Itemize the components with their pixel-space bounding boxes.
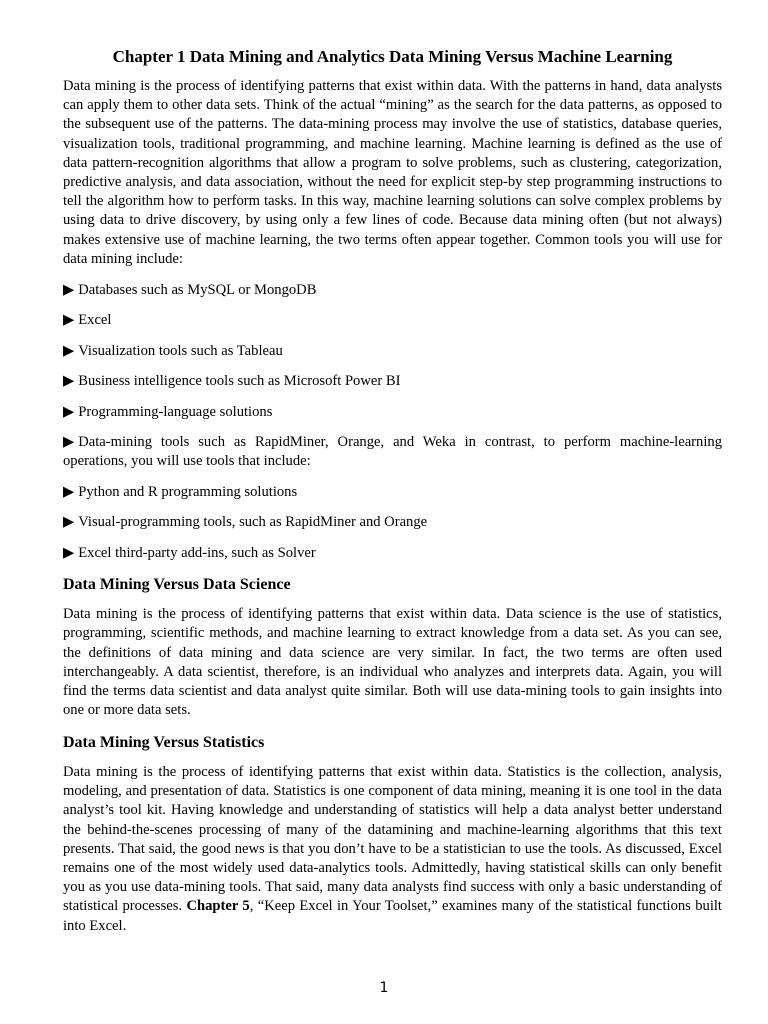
bullet-arrow-icon: ▶ [63, 281, 75, 298]
section-heading-statistics: Data Mining Versus Statistics [63, 733, 265, 751]
bullet-arrow-icon: ▶ [63, 403, 75, 420]
intro-paragraph: Data mining is the process of identifying patterns that exist within data. With the patterns in hand, data analysts can apply them to other data sets. Think of the actual “mining” as the search for the data patterns, as opposed to the subsequent use of the patterns. The data-mining process may involve the use of statistics, database queries, visualization tools, traditional programming, and machine learning. Machine learning is defined as the use of data pattern-recognition algorithms that allow a program to solve problems, such as clustering, categorization, predictive analysis, and data association, without the need for explicit step-by step programming instructions to tell the algorithm how to perform tasks. In this way, machine learning solutions can solve complex problems by using data to drive discovery, by using only a few lines of code. Because data mining often (but not always) makes extensive use of machine learning, the two terms often appear together. Common tools you will use for data mining include: [63, 78, 722, 267]
list-item-text: Databases such as MySQL or MongoDB [78, 281, 317, 298]
tools-bullet-list [63, 281, 722, 563]
list-item [63, 433, 722, 471]
list-item [63, 372, 722, 391]
bullet-arrow-icon: ▶ [63, 312, 75, 329]
page-title: Chapter 1 Data Mining and Analytics Data Mining Versus Machine Learning [112, 47, 673, 66]
list-item-text: Programming-language solutions [78, 403, 273, 420]
list-item [63, 544, 722, 563]
list-item-text: Visual-programming tools, such as RapidMiner and Orange [78, 514, 428, 531]
data-science-paragraph: Data mining is the process of identifying patterns that exist within data. Data science is the use of statistics, programming, scientific methods, and machine learning to extract knowledge from a data set. As you can see, the definitions of data mining and data science are very similar. In fact, the two terms are often used interchangeably. A data scientist, therefore, is an individual who analyzes and interprets data. Again, you will find the terms data scientist and data analyst quite similar. Both will use data-mining tools to gain insights into one or more data sets. [63, 606, 722, 719]
bullet-arrow-icon: ▶ [63, 514, 75, 531]
page-number: 1 [379, 980, 389, 996]
statistics-paragraph [63, 763, 722, 936]
section-heading-data-science: Data Mining Versus Data Science [63, 576, 291, 594]
chapter-reference: Chapter 5 [186, 898, 250, 915]
list-item [63, 483, 722, 502]
list-item [63, 311, 722, 330]
list-item [63, 281, 722, 300]
statistics-text-after: , “Keep Excel in Your Toolset,” examines many of the statistical functions built into Excel. [63, 898, 722, 934]
list-item [63, 513, 722, 532]
list-item-text: Excel third-party add-ins, such as Solver [78, 544, 316, 561]
statistics-text-before: Data mining is the process of identifying patterns that exist within data. Statistics is the collection, analysis, modeling, and presentation of data. Statistics is one component of data mining, meaning it is one tool in the data analyst’s tool kit. Having knowledge and understanding of statistics will help a data analyst better understand the behind-the-scenes processing of many of the datamining and machine-learning algorithms that this text presents. That said, the good news is that you don’t have to be a statistician to use the tools. As discussed, Excel remains one of the most widely used data-analytics tools. Admittedly, having statistical skills can only benefit you as you use data-mining tools. That said, many data analysts find success with only a basic understanding of statistical processes. [63, 763, 722, 915]
bullet-arrow-icon: ▶ [63, 342, 75, 359]
list-item-text: Data-mining tools such as RapidMiner, Orange, and Weka in contrast, to perform machine-learning operations, you will use tools that include: [63, 434, 722, 470]
bullet-arrow-icon: ▶ [63, 373, 75, 390]
list-item-text: Python and R programming solutions [78, 483, 298, 500]
list-item-text: Visualization tools such as Tableau [78, 342, 283, 359]
bullet-arrow-icon: ▶ [63, 483, 75, 500]
list-item-text: Business intelligence tools such as Microsoft Power BI [78, 373, 401, 390]
list-item-text: Excel [78, 312, 112, 329]
list-item [63, 342, 722, 361]
bullet-arrow-icon: ▶ [63, 544, 75, 561]
list-item [63, 403, 722, 422]
bullet-arrow-icon: ▶ [63, 434, 75, 451]
